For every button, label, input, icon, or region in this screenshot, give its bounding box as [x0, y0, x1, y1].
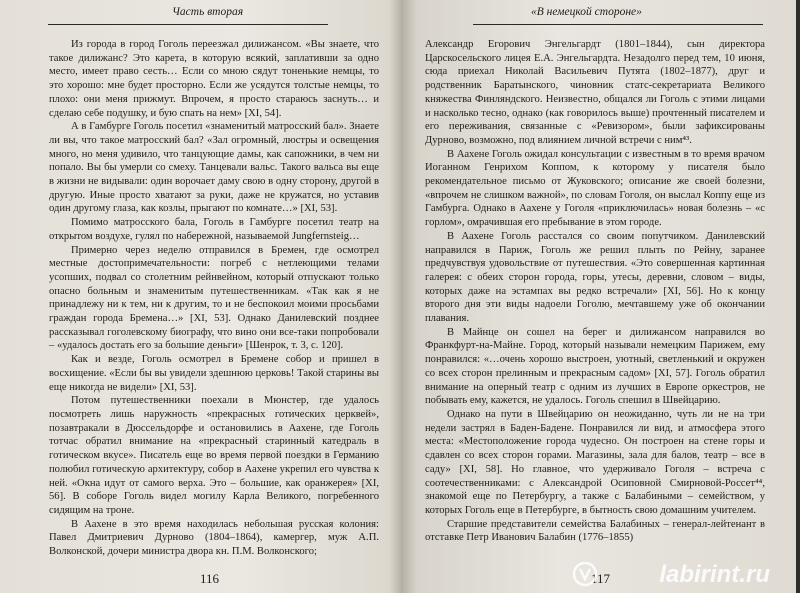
paragraph: В Аахене Гоголь ожидал консультации с известным в то время врачом Иоганном Генрихом Коппом, к которому у писателя было рекомендательное письмо от Жуковского; описание же своей болезни, «впрочем не слишком важной», по словам Гоголя, он выслал Коппу еще из Гамбурга. Однако в Аахене у Гоголя «приключилась» новая болезнь – «с горлом», омрачившая его пребывание в этом городе. [425, 148, 765, 229]
left-running-header: Часть вторая [172, 6, 244, 18]
right-body-text [425, 38, 765, 545]
paragraph: В Аахене Гоголь расстался со своим попутчиком. Данилевский направился в Париж, Гоголь же решил плыть по Рейну, заранее предчувствуя удовольствие от путешествия. «Это совершенная картинная галерея: с обеих сторон города, горы, утесы, деревни, словом – виды, которых даже на эстампах вы редко встречали» [XI, 56]. Но к концу второго дня эти виды надоели Гоголю, мечтавшему уже об окончании плавания. [425, 230, 765, 325]
page-edge [796, 0, 800, 593]
left-page-number: 116 [200, 571, 220, 586]
paragraph: А в Гамбурге Гоголь посетил «знаменитый матросский бал». Знаете ли вы, что такое матросский бал? «Зал огромный, люстры и освещения много, но меня удивило, что танцующие дамы, как сапожники, в чем ни попало. Вы бы умерли со смеху. Танцевали вальс. Такого вальса вы еще в жизни не видывали: один ворочает даму свою в одну сторону, другой в другую. Иные просто хватают за руки, даже не кружатся, но уставив один другому глаза, как козлы, прыгают по комнате…» [XI, 53]. [49, 121, 379, 215]
labirint-logo-icon [572, 561, 598, 587]
paragraph: Старшие представители семейства Балабиных – генерал-лейтенант в отставке Петр Иванович Балабин (1776–1855) [425, 518, 765, 544]
paragraph: Потом путешественники поехали в Мюнстер, где удалось посмотреть лишь наружность «прекрасных готических церквей», позавтракали в Дюссельдорфе и остановились в Аахене, где Гоголь тотчас обратил внимание на «прекрасный старинный катедраль в готическом вкусе». Писатель еще во время первой поездки в Германию полюбил готическую архитектуру, собор в Аахене укрепил его чувства к ней. «Окна идут от самого верха. Это – большие, как оранжерея» [XI, 56]. В соборе Гоголь видел могилу Карла Великого, погребенного сидящим на троне. [49, 395, 379, 516]
right-page [401, 0, 800, 593]
paragraph: Как и везде, Гоголь осмотрел в Бремене собор и пришел в восхищение. «Если бы вы увидели здешнюю церковь! Такой старины вы еще никогда не видели» [XI, 53]. [49, 354, 379, 393]
left-body-text [49, 38, 379, 559]
left-header-rule [48, 24, 328, 25]
paragraph: Александр Егорович Энгельгардт (1801–1844), сын директора Царскосельского лицея Е.А. Энгельгардта. Незадолго перед тем, 10 июня, сюда приехал Николай Васильевич Путята (1802–1877), друг и родственник Баратынского, чиновник статс-секретариата Великого княжества Финляндского. Неизвестно, общался ли Гоголь с этими лицами и насколько тесно, однако (как говорилось выше) прочтенный писателем и его переживания, связанные с «Ревизором», были зафиксированы Дурново, возможно, под влиянием личной встречи с ним⁴³. [425, 39, 765, 146]
paragraph: В Аахене в это время находилась небольшая русская колония: Павел Дмитриевич Дурново (1804–1864), камергер, муж А.П. Волконской, дочери министра двора кн. П.М. Волконского; [49, 518, 379, 558]
paragraph: Примерно через неделю отправился в Бремен, где осмотрел местные достопримечательности: погреб с нетлеющими телами усопших, подвал со столетним рейнвейном, который отпускают только опасно больным и знаменитым путешественникам. «Так как я не принадлежу ни к тем, ни к другим, то и не беспокоил моими просьбами граждан города Бремена…» [XI, 53]. Однако Данилевский позднее рассказывал гоголевскому биографу, что вино они все-таки попробовали – «удалось достать его за большие деньги» [Шенрок, т. 3, с. 120]. [49, 244, 379, 352]
watermark: labirint.ru [659, 561, 770, 588]
paragraph: Помимо матросского бала, Гоголь в Гамбурге посетил театр на открытом воздухе, гулял по набережной, называемой Jungfernsteig… [49, 217, 379, 242]
paragraph: Из города в город Гоголь переезжал дилижансом. «Вы знаете, что такое дилижанс? Это карета, в которую всякий, заплативши за одно место, имеет право сесть… Если со мною сядут тоненькие немцы, то это хорошо: мне будет просторно. Если же усядутся толстые немцы, то плохо: они меня прижмут. Впрочем, я просто стараюсь заснуть… и сделаю себе подушку, и бую спать на нем» [XI, 54]. [49, 39, 379, 119]
right-header-rule [473, 24, 763, 25]
right-running-header: «В немецкой стороне» [531, 6, 642, 18]
right-page-number: 117 [591, 571, 611, 586]
paragraph: В Майнце он сошел на берег и дилижансом направился во Франкфурт-на-Майне. Город, который называли немецким Парижем, ему понравился: «…очень хорошо выстроен, уютный, светленький и окружен со всех сторон прелинным и прекрасным садом» [XI, 57]. Гоголь обратил внимание на оперный театр с одним из лучших в Европе оркестров, не побывать ему, кажется, не удалось. Гоголь спешил в Швейцарию. [425, 326, 765, 407]
paragraph: Однако на пути в Швейцарию он неожиданно, чуть ли не на три недели застрял в Баден-Бадене. Понравился ли вид, и атмосфера этого места: «Местоположение города чудесно. Он построен на стене горы и сдавлен со всех сторон горами. Магазины, зала для балов, театр – все в саду» [XI, 58]. Но главное, что удерживало Гоголя – встреча с соотечественниками: с Александрой Осиповной Смирновой-Россет⁴⁴, знакомой еще по Петербургу, а также с Балабиными – семейством, у которых Гоголь еще в Петербурге, в бытность свою домашним учителем. [425, 408, 765, 516]
